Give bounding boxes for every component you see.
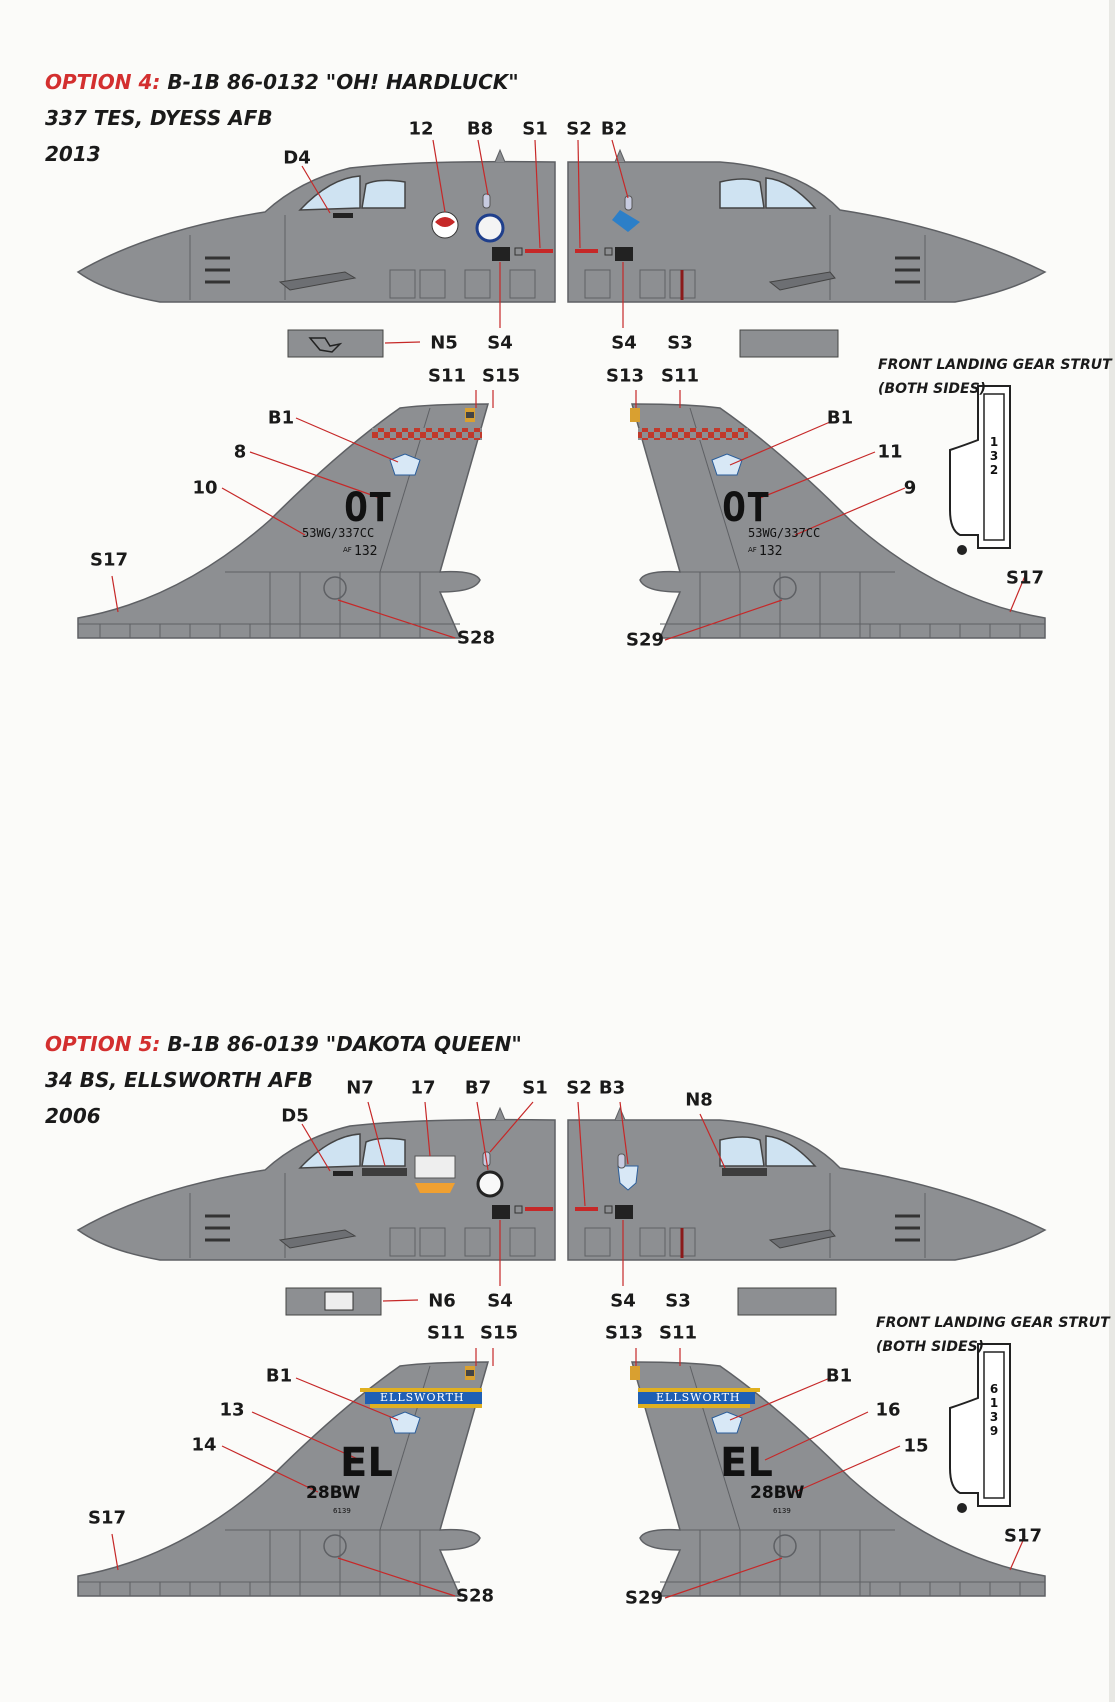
callout-n1: 17 [410, 1077, 436, 1099]
option-4-strut-title: FRONT LANDING GEAR STRUT [878, 357, 1112, 373]
option-4-tail-code-left: OT [344, 485, 393, 531]
option-5-unit: 34 BS, ELLSWORTH AFB [45, 1068, 313, 1092]
option-4-tail-prefix-left: AF [343, 546, 352, 554]
option-4-panel-left [288, 330, 383, 357]
callout-s28: S28 [455, 1585, 495, 1607]
callout-d: D5 [281, 1105, 309, 1127]
option-4-strut-number: 132 [989, 435, 999, 477]
option-4-aircraft: B-1B 86-0132 "OH! HARDLUCK" [167, 70, 519, 94]
option-4-unit: 337 TES, DYESS AFB [45, 106, 273, 130]
callout-s15: S15 [479, 1322, 519, 1344]
callout-s13: S13 [604, 1322, 644, 1344]
callout-s4-right: S4 [610, 1290, 636, 1312]
callout-b1-left: B1 [267, 407, 295, 429]
callout-s11-left: S11 [427, 365, 467, 387]
callout-s11-right: S11 [658, 1322, 698, 1344]
callout-n-panel: N5 [430, 332, 458, 354]
callout-s17-right: S17 [1003, 1525, 1043, 1547]
option-4-tail-wing-right: 53WG/337CC [748, 526, 821, 540]
option-5-strut-number: 6139 [989, 1382, 999, 1438]
callout-b-left: B7 [464, 1077, 492, 1099]
option-5-strut [950, 1344, 1010, 1513]
option-5-panel-right [738, 1288, 836, 1315]
callout-s17-left: S17 [87, 1507, 127, 1529]
callout-n8: N8 [685, 1089, 713, 1111]
callout-wing-right: 15 [903, 1435, 929, 1457]
option-4-tail-serial-left: 132 [354, 544, 378, 559]
option-5-strut-note [876, 1311, 1110, 1359]
callout-b1-right: B1 [825, 1365, 853, 1387]
option-5-nose-left [78, 1105, 555, 1260]
callout-s2: S2 [566, 1077, 592, 1099]
option-4-label: OPTION 4: [45, 70, 161, 94]
callout-wing-left: 14 [191, 1434, 217, 1456]
option-4-year: 2013 [45, 142, 101, 166]
callout-b1-left: B1 [265, 1365, 293, 1387]
callout-code-right: 11 [877, 441, 903, 463]
callout-wing-right: 9 [903, 477, 917, 499]
callout-n-panel: N6 [428, 1290, 456, 1312]
option-4-tail-serial-right: 132 [759, 544, 783, 559]
callout-n1: 12 [408, 118, 434, 140]
option-5-band-text-right: ELLSWORTH [656, 1391, 741, 1404]
callout-s1: S1 [522, 1077, 548, 1099]
callout-d: D4 [283, 147, 311, 169]
callout-s1: S1 [522, 118, 548, 140]
callout-s13: S13 [605, 365, 645, 387]
callout-s17-left: S17 [89, 549, 129, 571]
option-5-strut-title: FRONT LANDING GEAR STRUT [876, 1315, 1110, 1331]
callout-b-right: B3 [598, 1077, 626, 1099]
option-5-tail-code-right: EL [720, 1440, 773, 1486]
option-4-tail-left [78, 404, 488, 638]
option-5-year: 2006 [45, 1104, 101, 1128]
option-5-tail-code-left: EL [340, 1440, 393, 1486]
option-4-strut-subtitle: (BOTH SIDES) [878, 381, 987, 397]
callout-n7: N7 [346, 1077, 374, 1099]
option-4-strut-note [878, 353, 1112, 401]
option-5-aircraft: B-1B 86-0139 "DAKOTA QUEEN" [167, 1032, 522, 1056]
callout-s3: S3 [665, 1290, 691, 1312]
callout-s29: S29 [624, 1587, 664, 1609]
callout-s29: S29 [625, 629, 665, 651]
callout-b-right: B2 [600, 118, 628, 140]
callout-b1-right: B1 [826, 407, 854, 429]
callout-b-left: B8 [466, 118, 494, 140]
callout-s11-right: S11 [660, 365, 700, 387]
callout-wing-left: 10 [192, 477, 218, 499]
callout-s2: S2 [566, 118, 592, 140]
option-5-label: OPTION 5: [45, 1032, 161, 1056]
callout-s3: S3 [667, 332, 693, 354]
callout-s17-right: S17 [1005, 567, 1045, 589]
callout-s15: S15 [481, 365, 521, 387]
option-4-tail-wing-left: 53WG/337CC [302, 526, 375, 540]
option-4-nose-right [568, 150, 1045, 302]
callout-code-left: 8 [233, 441, 247, 463]
callout-s28: S28 [456, 627, 496, 649]
callout-code-right: 16 [875, 1399, 901, 1421]
option-5-nose-right [568, 1108, 1045, 1260]
callout-s4-left: S4 [487, 1290, 513, 1312]
option-4-panel-right [740, 330, 838, 357]
option-4-tail-code-right: OT [722, 485, 771, 531]
callout-s4-left: S4 [487, 332, 513, 354]
option-5-tail-wing-left: 28BW [306, 1483, 361, 1503]
option-5-strut-subtitle: (BOTH SIDES) [876, 1339, 985, 1355]
option-5-tail-serial-left: 6139 [333, 1507, 351, 1515]
callout-s4-right: S4 [611, 332, 637, 354]
option-5-tail-serial-right: 6139 [773, 1507, 791, 1515]
option-4-strut [950, 386, 1010, 555]
callout-code-left: 13 [219, 1399, 245, 1421]
callout-s11-left: S11 [426, 1322, 466, 1344]
option-4-tail-prefix-right: AF [748, 546, 757, 554]
option-5-band-text-left: ELLSWORTH [380, 1391, 465, 1404]
option-5-tail-wing-right: 28BW [750, 1483, 805, 1503]
data-plate-decal-icon [325, 1292, 353, 1310]
